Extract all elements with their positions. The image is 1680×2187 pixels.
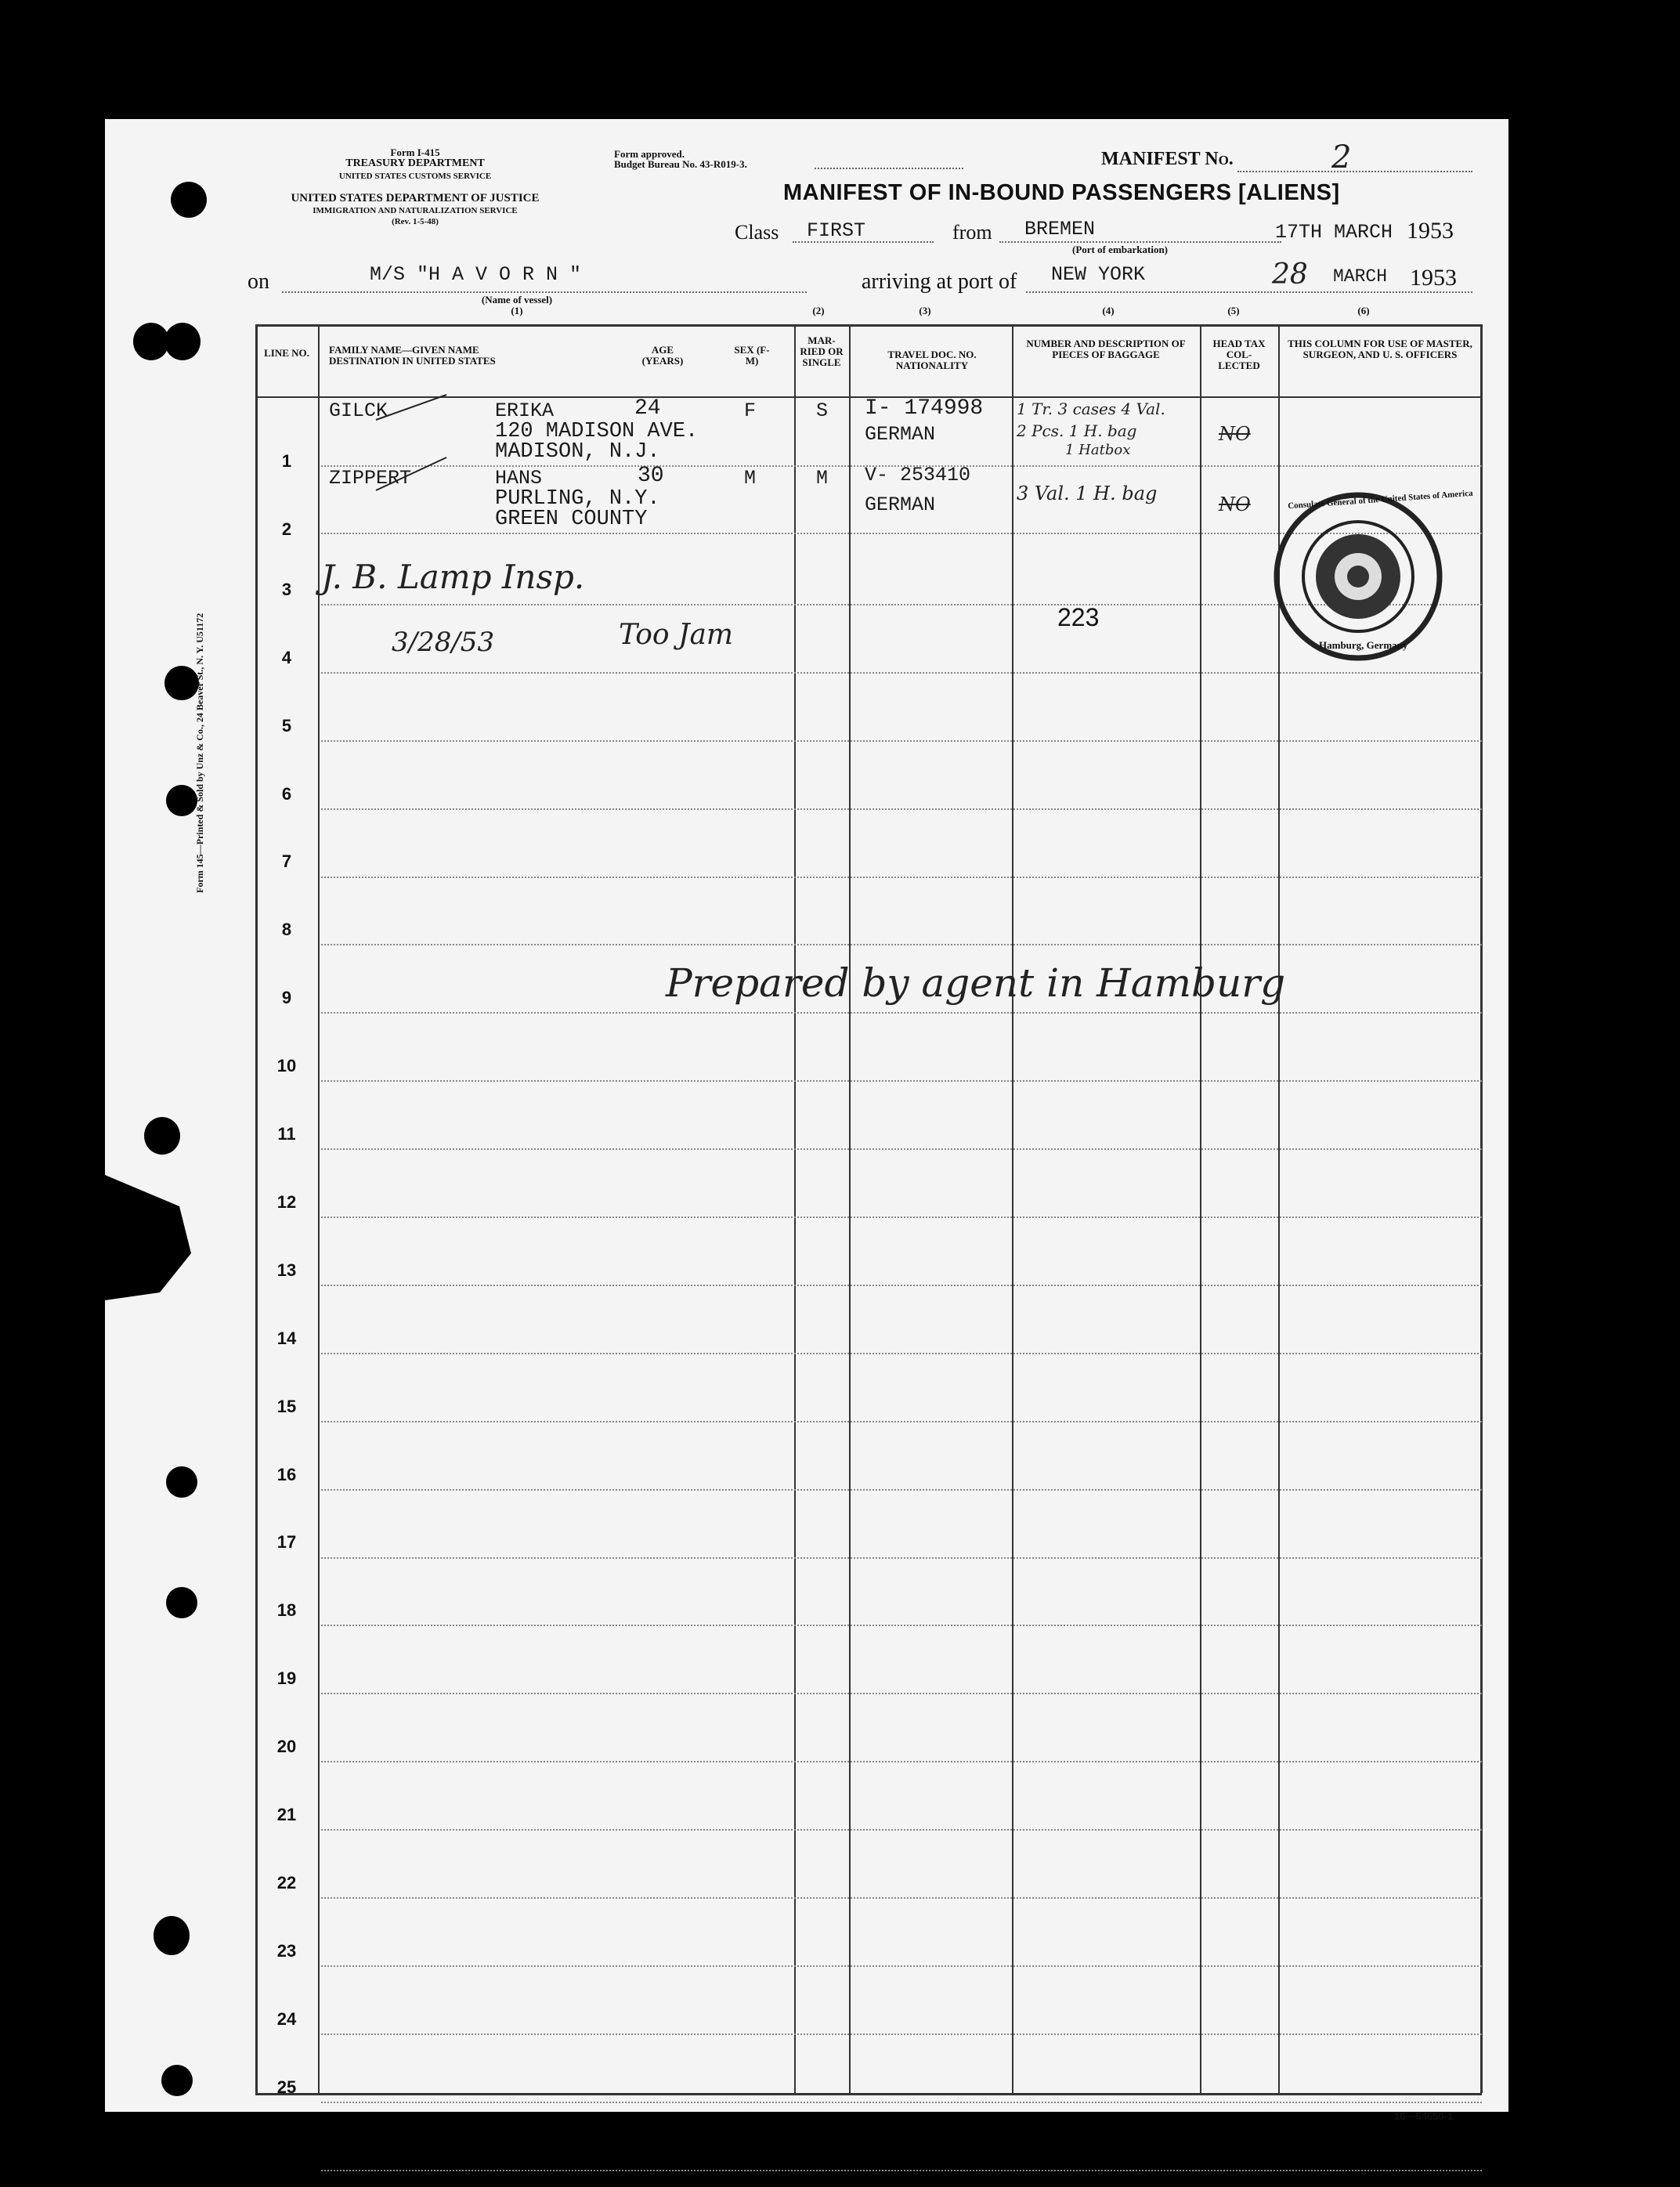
passenger-doc-number: V- 253410 [865,464,971,486]
line-number: 24 [276,2009,297,2029]
passenger-address-2: GREEN COUNTY [495,508,648,531]
passenger-doc-number: I- 174998 [865,396,984,421]
class-label: Class [735,221,779,244]
binder-hole [166,1466,197,1498]
line-number: 16 [276,1465,297,1484]
manifest-label: MANIFEST No. [1101,149,1234,169]
col-divider [1200,324,1201,2093]
line-number: 13 [276,1260,297,1280]
passenger-nationality: GERMAN [865,493,936,516]
col-divider [1012,324,1013,2093]
embarkation-note: (Port of embarkation) [1071,244,1169,255]
column-number: (6) [1357,305,1370,316]
row-separator [321,1625,1482,1626]
column-number: (1) [511,305,523,316]
dotted-line [1237,171,1472,172]
row-separator [321,808,1482,810]
manifest-sheet [105,119,1508,2112]
footer-code: 16—54650-1 [1394,2110,1454,2122]
column-number: (4) [1102,305,1115,316]
passenger-head-tax: NO [1219,493,1251,515]
header-travel-doc: TRAVEL DOC. NO. NATIONALITY [887,349,977,371]
line-number: 19 [276,1668,297,1688]
binder-hole [171,182,207,218]
row-separator [321,740,1482,742]
line-number: 11 [277,1124,296,1144]
dotted-line [1026,291,1472,293]
row-separator [321,1148,1482,1150]
passenger-family-name: ZIPPERT [329,467,412,490]
line-number: 23 [276,1941,297,1961]
row-separator [321,944,1482,945]
manifest-title: MANIFEST OF IN-BOUND PASSENGERS [ALIENS] [783,180,1340,205]
passenger-baggage: 3 Val. 1 H. bag [1017,483,1158,504]
header-officers: THIS COLUMN FOR USE OF MASTER, SURGEON, AND U. S. OFFICERS [1288,338,1472,360]
passenger-baggage: 2 Pcs. 1 H. bag [1017,421,1137,440]
class-value: FIRST [807,219,866,242]
passenger-sex: M [744,467,757,490]
dotted-line [282,291,807,293]
arriving-label: arriving at port of [862,269,1017,294]
revision-label: (Rev. 1-5-48) [392,217,439,226]
header-line-no: LINE NO. [264,347,309,359]
binder-hole [154,1916,190,1955]
manifest-value: 2 [1331,139,1352,175]
line-number: 7 [281,851,292,871]
column-number: (3) [919,305,931,316]
stamp-ring [1272,490,1444,663]
inspector-date: 3/28/53 [392,627,495,658]
passenger-nationality: GERMAN [865,423,936,446]
customs-label: UNITED STATES CUSTOMS SERVICE [338,172,492,181]
inspector-signature: J. B. Lamp Insp. [321,558,585,596]
budget-number: Budget Bureau No. 43-R019-3. [614,158,747,170]
passenger-count: 223 [1057,603,1100,631]
row-separator [321,1693,1482,1694]
row-separator [321,1216,1482,1218]
table-right [1480,324,1483,2093]
passenger-given-name: ERIKA [495,399,555,422]
line-number: 20 [276,1737,297,1756]
vessel-note: (Name of vessel) [481,294,553,305]
line-number: 8 [281,920,292,939]
passenger-address-1: PURLING, N.Y. [495,487,660,511]
arrive-year: 1953 [1410,265,1457,291]
name-strike-marks [321,389,478,537]
form-number: Form I-415 [390,146,440,158]
binder-hole [166,1587,197,1618]
line-number: 4 [281,648,292,667]
row-separator [321,1829,1482,1831]
line-number: 5 [281,716,292,736]
col-divider [794,324,796,2093]
immigration-label: IMMIGRATION AND NATURALIZATION SERVICE [313,206,518,215]
depart-year: 1953 [1407,218,1454,244]
row-separator [321,1353,1482,1354]
row-separator [321,1557,1482,1559]
header-baggage: NUMBER AND DESCRIPTION OF PIECES OF BAGGAGE [1026,338,1186,360]
header-married: MAR-RIED OR SINGLE [800,334,844,368]
stamp-city: Hamburg, Germany [1319,639,1408,651]
passenger-address-1: 120 MADISON AVE. [495,420,699,443]
line-number: 1 [281,451,292,471]
line-number: 12 [276,1192,297,1212]
line-number: 25 [276,2077,297,2097]
header-sex: SEX (F-M) [734,344,770,367]
column-number: (5) [1227,305,1240,316]
row-separator [321,1012,1482,1014]
passenger-head-tax: NO [1219,423,1251,445]
passenger-baggage: 1 Hatbox [1065,442,1131,458]
table-top [255,324,1482,327]
passenger-given-name: HANS [495,467,543,490]
row-separator [321,672,1482,674]
consulate-stamp [1272,488,1473,663]
dotted-line [815,168,963,169]
passenger-baggage: 1 Tr. 3 cases 4 Val. [1017,399,1165,418]
line-number: 22 [276,1873,297,1892]
dotted-line [999,241,1281,243]
line-number: 2 [281,519,292,539]
arrive-day: 28 [1272,258,1308,291]
row-separator [321,1285,1482,1286]
row-separator [321,1421,1482,1422]
arrive-month: MARCH [1333,266,1388,287]
column-number: (2) [812,305,825,316]
binder-hole [144,1117,180,1155]
passenger-address-2: MADISON, N.J. [495,440,660,464]
row-separator [321,2033,1482,2035]
passenger-family-name: GILCK [329,399,388,422]
side-print: Form 145—Printed & Sold by Unz & Co., 24 Beaver St., N. Y. U51172 [194,613,205,893]
col-divider [849,324,851,2093]
line-number: 17 [276,1532,297,1552]
inspector-note: Too Jam [619,619,734,651]
line-number: 14 [276,1328,297,1348]
header-head-tax: HEAD TAX COL-LECTED [1212,338,1266,371]
passenger-age: 30 [638,464,664,488]
passenger-sex: F [744,399,757,422]
passenger-age: 24 [634,396,661,421]
torn-edge [105,1175,199,1300]
table-left [255,324,258,2093]
row-separator [321,1761,1482,1762]
row-separator [321,2102,1482,2103]
line-number: 10 [276,1056,297,1075]
header-name: FAMILY NAME—GIVEN NAME DESTINATION IN UNITED STATES [329,344,496,367]
line-number: 15 [276,1397,297,1416]
depart-date: 17TH MARCH [1275,221,1393,244]
stamp-text: Consulate General of the United States of America [1287,488,1473,512]
treasury-label: TREASURY DEPARTMENT [345,157,485,169]
binder-hole [166,785,197,816]
binder-hole [164,323,201,360]
row-separator [321,1080,1482,1082]
line-number: 21 [276,1805,297,1824]
vessel-value: M/S "H A V O R N " [370,263,582,286]
from-label: from [952,221,992,244]
port-value: NEW YORK [1051,263,1146,286]
row-separator [321,2170,1482,2171]
justice-label: UNITED STATES DEPARTMENT OF JUSTICE [291,192,540,204]
form-approved: Form approved. [614,148,685,160]
prepared-by-note: Prepared by agent in Hamburg [666,960,1286,1006]
from-value: BREMEN [1024,218,1096,240]
passenger-married: S [816,399,829,422]
row-separator [321,1965,1482,1967]
line-number: 9 [281,988,292,1007]
on-label: on [247,269,269,294]
row-separator [321,877,1482,878]
col-divider [318,324,320,2093]
row-separator [321,1897,1482,1899]
passenger-married: M [816,467,829,490]
binder-hole [161,2065,193,2096]
row-separator [321,1489,1482,1491]
line-number: 3 [281,580,292,599]
header-age: AGE (YEARS) [641,344,684,367]
line-number: 18 [276,1600,297,1620]
line-number: 6 [281,784,292,804]
table-bottom [255,2093,1482,2095]
